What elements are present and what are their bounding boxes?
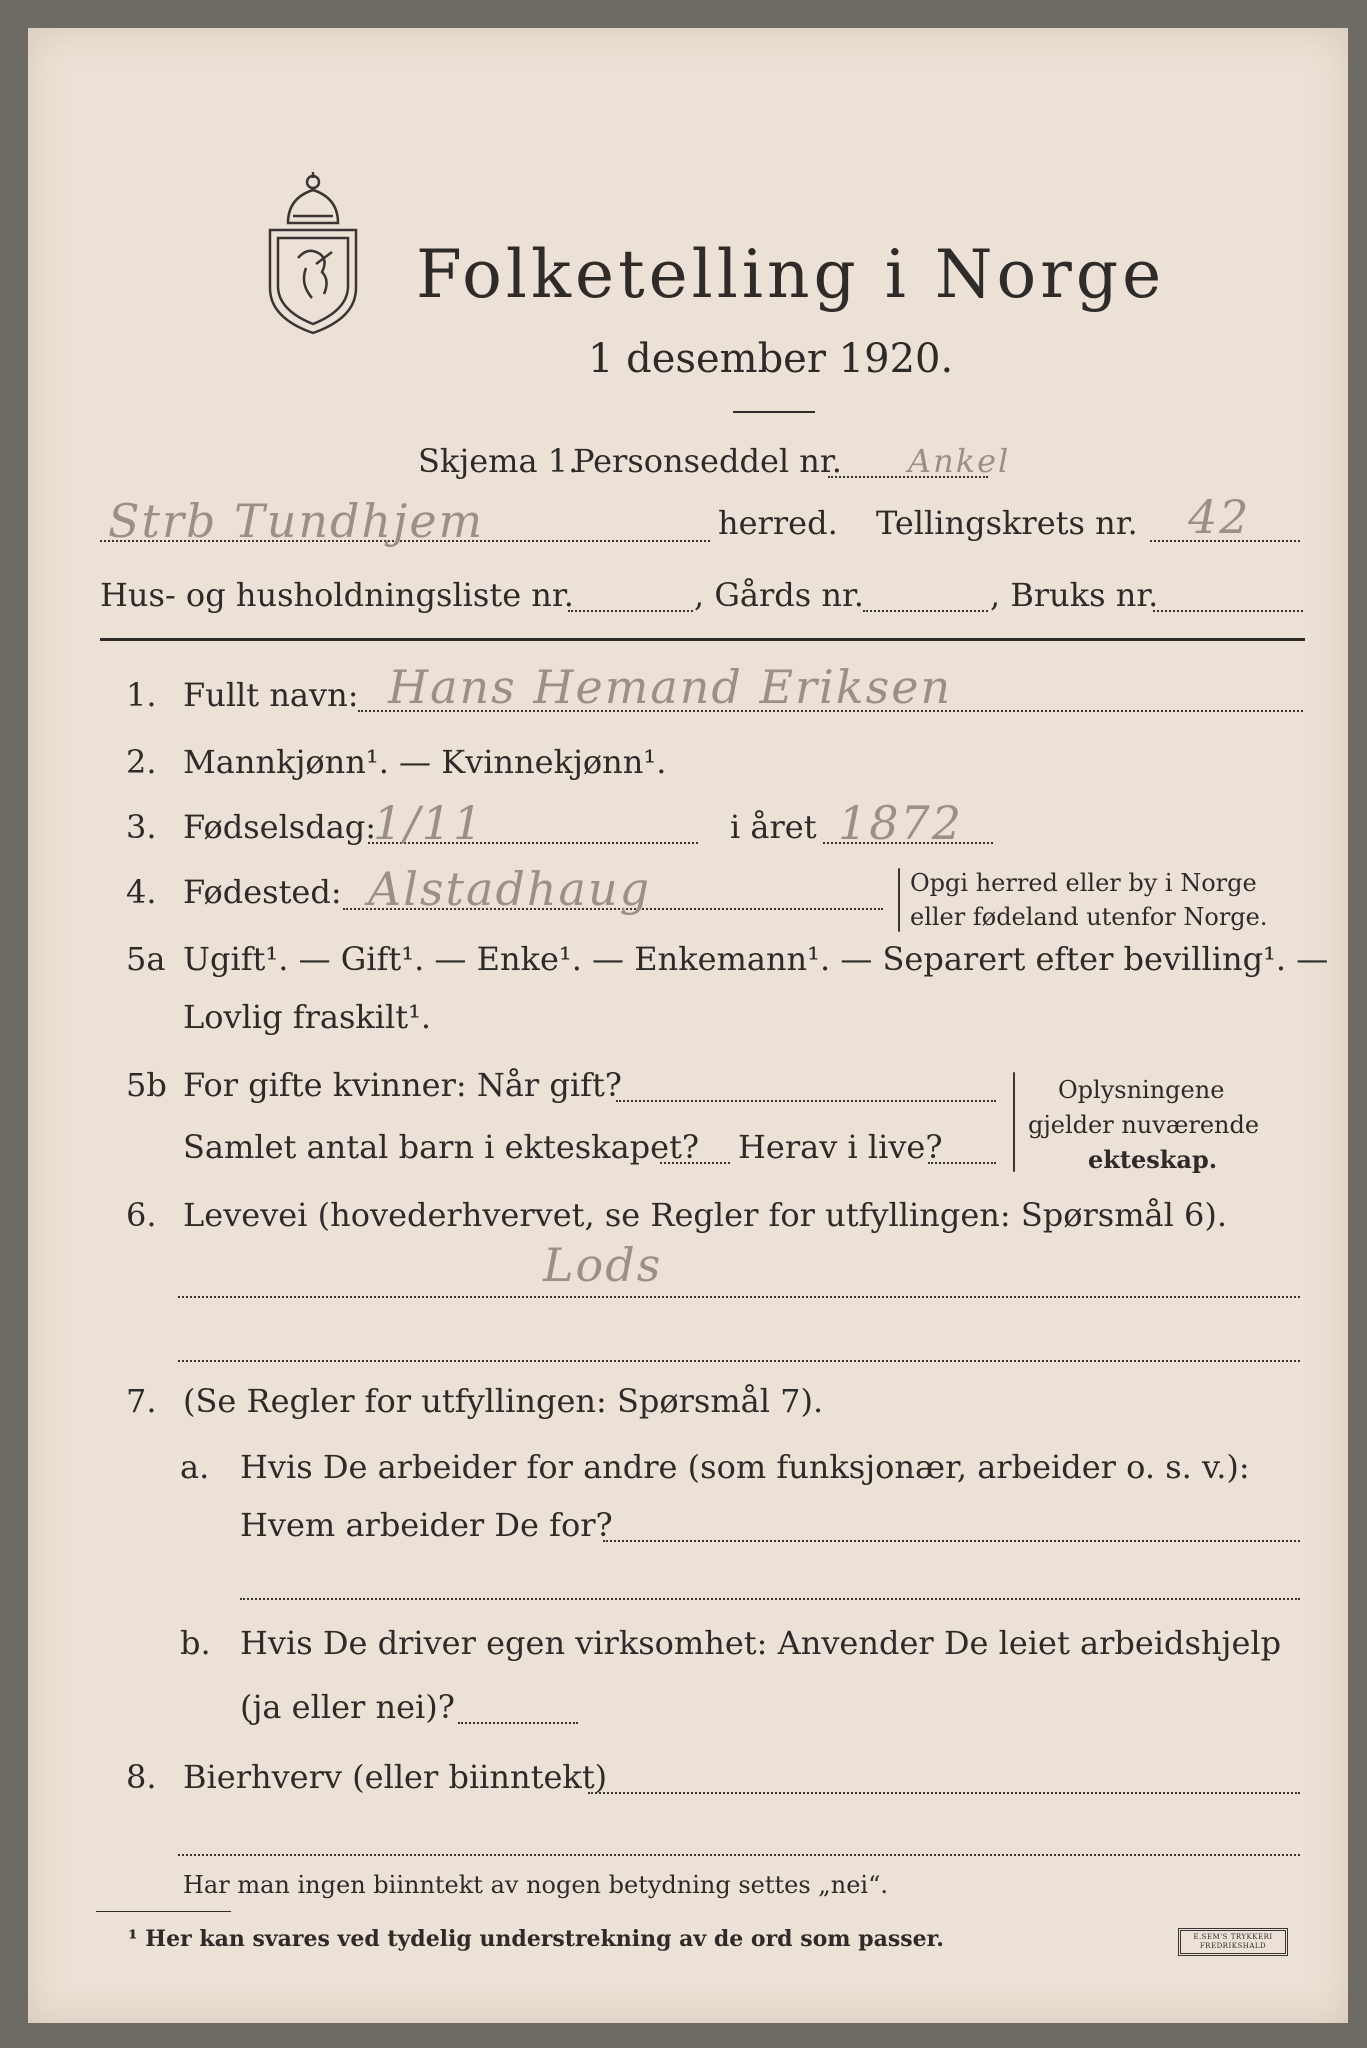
occupation-field-line1[interactable] (178, 1296, 1300, 1298)
q5a-marital-options-cont[interactable]: Lovlig fraskilt¹. (183, 998, 432, 1036)
q5b-alive-label: Herav i live? (738, 1128, 943, 1166)
q5b-note-line3: ekteskap. (1088, 1145, 1218, 1174)
birth-year-handwriting: 1872 (838, 796, 964, 850)
tellingskrets-handwriting: 42 (1188, 490, 1251, 544)
q4-note-line2: eller fødeland utenfor Norge. (910, 903, 1268, 931)
schema-label: Skjema 1. (418, 442, 579, 480)
tellingskrets-label: Tellingskrets nr. (876, 504, 1138, 542)
title-divider (733, 411, 815, 413)
employer-field-line1[interactable] (603, 1540, 1300, 1542)
q3-year-label: i året (730, 808, 817, 846)
q5a-number: 5a (126, 940, 166, 978)
q4-label: Fødested: (183, 873, 342, 911)
q8-label: Bierhverv (eller biinntekt) (183, 1758, 608, 1796)
married-date-field[interactable] (616, 1100, 996, 1102)
census-date: 1 desember 1920. (588, 336, 954, 382)
norway-coat-of-arms-icon (258, 168, 368, 338)
q8-note: Har man ingen biinntekt av nogen betydning settes „nei“. (183, 1871, 888, 1899)
q7-number: 7. (126, 1382, 157, 1420)
footnote-rule (96, 1911, 231, 1912)
side-income-field-line2[interactable] (178, 1854, 1300, 1856)
husholdning-label: Hus- og husholdningsliste nr. (100, 576, 574, 614)
q5b-number: 5b (126, 1066, 167, 1104)
gards-label: , Gårds nr. (694, 576, 864, 614)
q8-number: 8. (126, 1758, 157, 1796)
occupation-handwriting: Lods (543, 1238, 663, 1292)
q3-number: 3. (126, 808, 157, 846)
q7a-letter: a. (180, 1448, 210, 1486)
bruks-field[interactable] (1153, 610, 1303, 612)
q5b-married-label: For gifte kvinner: Når gift? (183, 1066, 622, 1104)
q4-note-line1: Opgi herred eller by i Norge (910, 869, 1257, 897)
q2-number: 2. (126, 743, 157, 781)
herred-handwriting: Strb Tundhjem (108, 494, 485, 548)
personseddel-label: Personseddel nr. (573, 442, 842, 480)
bruks-label: , Bruks nr. (990, 576, 1159, 614)
employer-field-line2[interactable] (240, 1598, 1300, 1600)
q3-label: Fødselsdag: (183, 808, 377, 846)
header-rule (100, 638, 1305, 641)
gards-field[interactable] (863, 610, 988, 612)
census-form-page (28, 28, 1348, 2023)
q7a-line2: Hvem arbeider De for? (240, 1506, 613, 1544)
side-income-field-line1[interactable] (588, 1792, 1300, 1794)
q7b-line2: (ja eller nei)? (240, 1688, 455, 1726)
personseddel-handwriting: Ankel (908, 442, 1011, 480)
q1-number: 1. (126, 676, 157, 714)
occupation-field-line2[interactable] (178, 1360, 1300, 1362)
children-count-field[interactable] (660, 1162, 730, 1164)
children-alive-field[interactable] (928, 1162, 996, 1164)
q4-note-brace (898, 868, 900, 932)
full-name-handwriting: Hans Hemand Eriksen (388, 660, 953, 714)
husholdning-field[interactable] (568, 610, 693, 612)
q7b-letter: b. (180, 1624, 211, 1662)
q5b-note-brace (1013, 1072, 1015, 1172)
q5a-marital-options[interactable]: Ugift¹. — Gift¹. — Enke¹. — Enkemann¹. — Separert efter bevilling¹. — (183, 940, 1329, 978)
q7a-line1: Hvis De arbeider for andre (som funksjonær, arbeider o. s. v.): (240, 1448, 1250, 1486)
q2-gender-options[interactable]: Mannkjønn¹. — Kvinnekjønn¹. (183, 743, 667, 781)
q1-label: Fullt navn: (183, 676, 359, 714)
footnote: ¹ Her kan svares ved tydelig understrekning av de ord som passer. (128, 1926, 944, 1952)
q5b-note-line2: gjelder nuværende (1028, 1111, 1260, 1139)
form-title: Folketelling i Norge (416, 236, 1166, 313)
q7b-line1: Hvis De driver egen virksomhet: Anvender De leiet arbeidshjelp (240, 1624, 1282, 1662)
q5b-note-line1: Oplysningene (1058, 1076, 1225, 1104)
q5b-children-label: Samlet antal barn i ekteskapet? (183, 1128, 700, 1166)
q6-label: Levevei (hovederhvervet, se Regler for utfyllingen: Spørsmål 6). (183, 1196, 1228, 1234)
printer-stamp: E.SEM'S TRYKKERI FREDRIKSHALD (1178, 1928, 1288, 1956)
birthplace-handwriting: Alstadhaug (368, 862, 652, 916)
q7-label: (Se Regler for utfyllingen: Spørsmål 7). (183, 1382, 824, 1420)
q6-number: 6. (126, 1196, 157, 1234)
birthday-handwriting: 1/11 (373, 796, 485, 850)
hired-help-field[interactable] (458, 1722, 578, 1724)
q4-number: 4. (126, 873, 157, 911)
herred-label: herred. (718, 504, 838, 542)
